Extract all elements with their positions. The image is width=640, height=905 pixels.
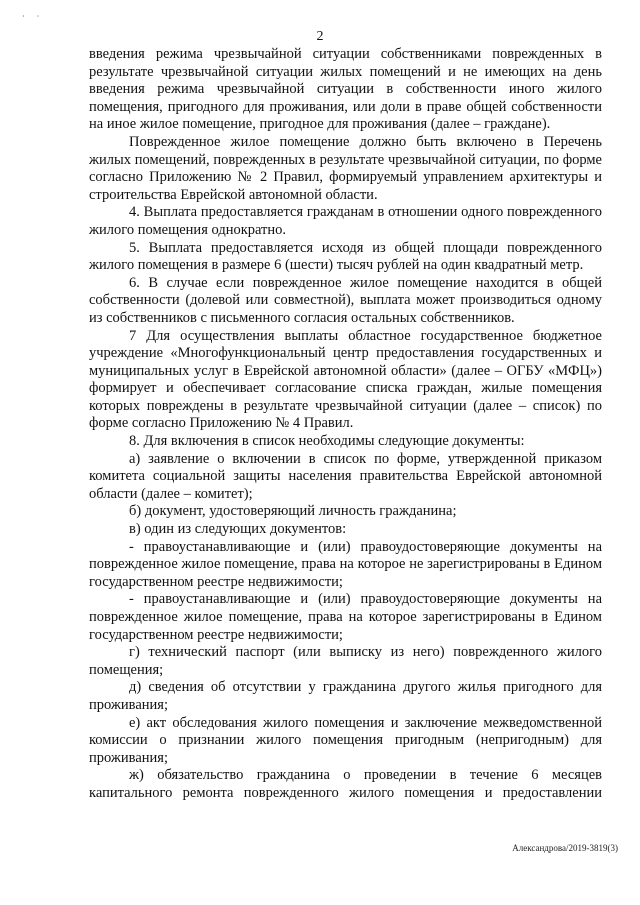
list-item-v-dash-2: - правоустанавливающие и (или) правоудостоверяющие документы на поврежденное жилое помещение, права на которое зарегистрированы в Едином государственном реестре недвижимости; bbox=[89, 591, 602, 643]
list-item-zh: ж) обязательство гражданина о проведении в течение 6 месяцев капитального ремонта поврежденного жилого помещения и предоставлении bbox=[89, 767, 602, 801]
scan-marks: ·· bbox=[22, 12, 52, 21]
list-item-d: д) сведения об отсутствии у гражданина другого жилья пригодного для проживания; bbox=[89, 679, 602, 713]
document-body bbox=[89, 46, 602, 803]
list-item-g: г) технический паспорт (или выписку из него) поврежденного жилого помещения; bbox=[89, 644, 602, 678]
list-item-b: б) документ, удостоверяющий личность гражданина; bbox=[129, 503, 457, 520]
paragraph-7: 7 Для осуществления выплаты областное государственное бюджетное учреждение «Многофункциональный центр предоставления государственных и муниципальных услуг в Еврейской автономной области» (далее – ОГБУ «МФЦ») формирует и обеспечивает согласование списка граждан, жилые помещения которых повреждены в результате чрезвычайной ситуации (далее – список) по форме согласно Приложению № 4 Правил. bbox=[89, 327, 602, 432]
page-number: 2 bbox=[316, 29, 324, 44]
paragraph-6: 6. В случае если поврежденное жилое помещение находится в общей собственности (долевой или совместной), выплата может производиться одному из собственников с письменного согласия остальных собственников. bbox=[89, 274, 602, 326]
list-item-v: в) один из следующих документов: bbox=[129, 521, 347, 538]
list-item-a: а) заявление о включении в список по форме, утвержденной приказом комитета социальной защиты населения правительства Еврейской автономной области (далее – комитет); bbox=[89, 450, 602, 502]
paragraph-4: 4. Выплата предоставляется гражданам в отношении одного поврежденного жилого помещения однократно. bbox=[89, 204, 602, 238]
paragraph-damaged-list: Поврежденное жилое помещение должно быть включено в Перечень жилых помещений, поврежденных в результате чрезвычайной ситуации, по форме согласно Приложению № 2 Правил, формируемый управлением архитектуры и строительства Еврейской автономной области. bbox=[89, 133, 602, 203]
list-item-v-dash-1: - правоустанавливающие и (или) правоудостоверяющие документы на поврежденное жилое помещение, права на которое не зарегистрированы в Едином государственном реестре недвижимости; bbox=[89, 538, 602, 590]
footer-reference: Александрова/2019-3819(3) bbox=[512, 843, 618, 853]
paragraph-5: 5. Выплата предоставляется исходя из общей площади поврежденного жилого помещения в размере 6 (шести) тысяч рублей на один квадратный метр. bbox=[89, 239, 602, 274]
paragraph-8: 8. Для включения в список необходимы следующие документы: bbox=[129, 433, 525, 450]
paragraph-intro: введения режима чрезвычайной ситуации собственниками поврежденных в результате чрезвычайной ситуации жилых помещений и не имеющих на день введения режима чрезвычайной ситуации в собственности иного жилого помещения, пригодного для проживания, или доли в праве общей собственности на иное жилое помещение, пригодное для проживания (далее – граждане). bbox=[89, 46, 602, 133]
list-item-e: е) акт обследования жилого помещения и заключение межведомственной комиссии о признании жилого помещения пригодным (непригодным) для проживания; bbox=[89, 714, 602, 766]
